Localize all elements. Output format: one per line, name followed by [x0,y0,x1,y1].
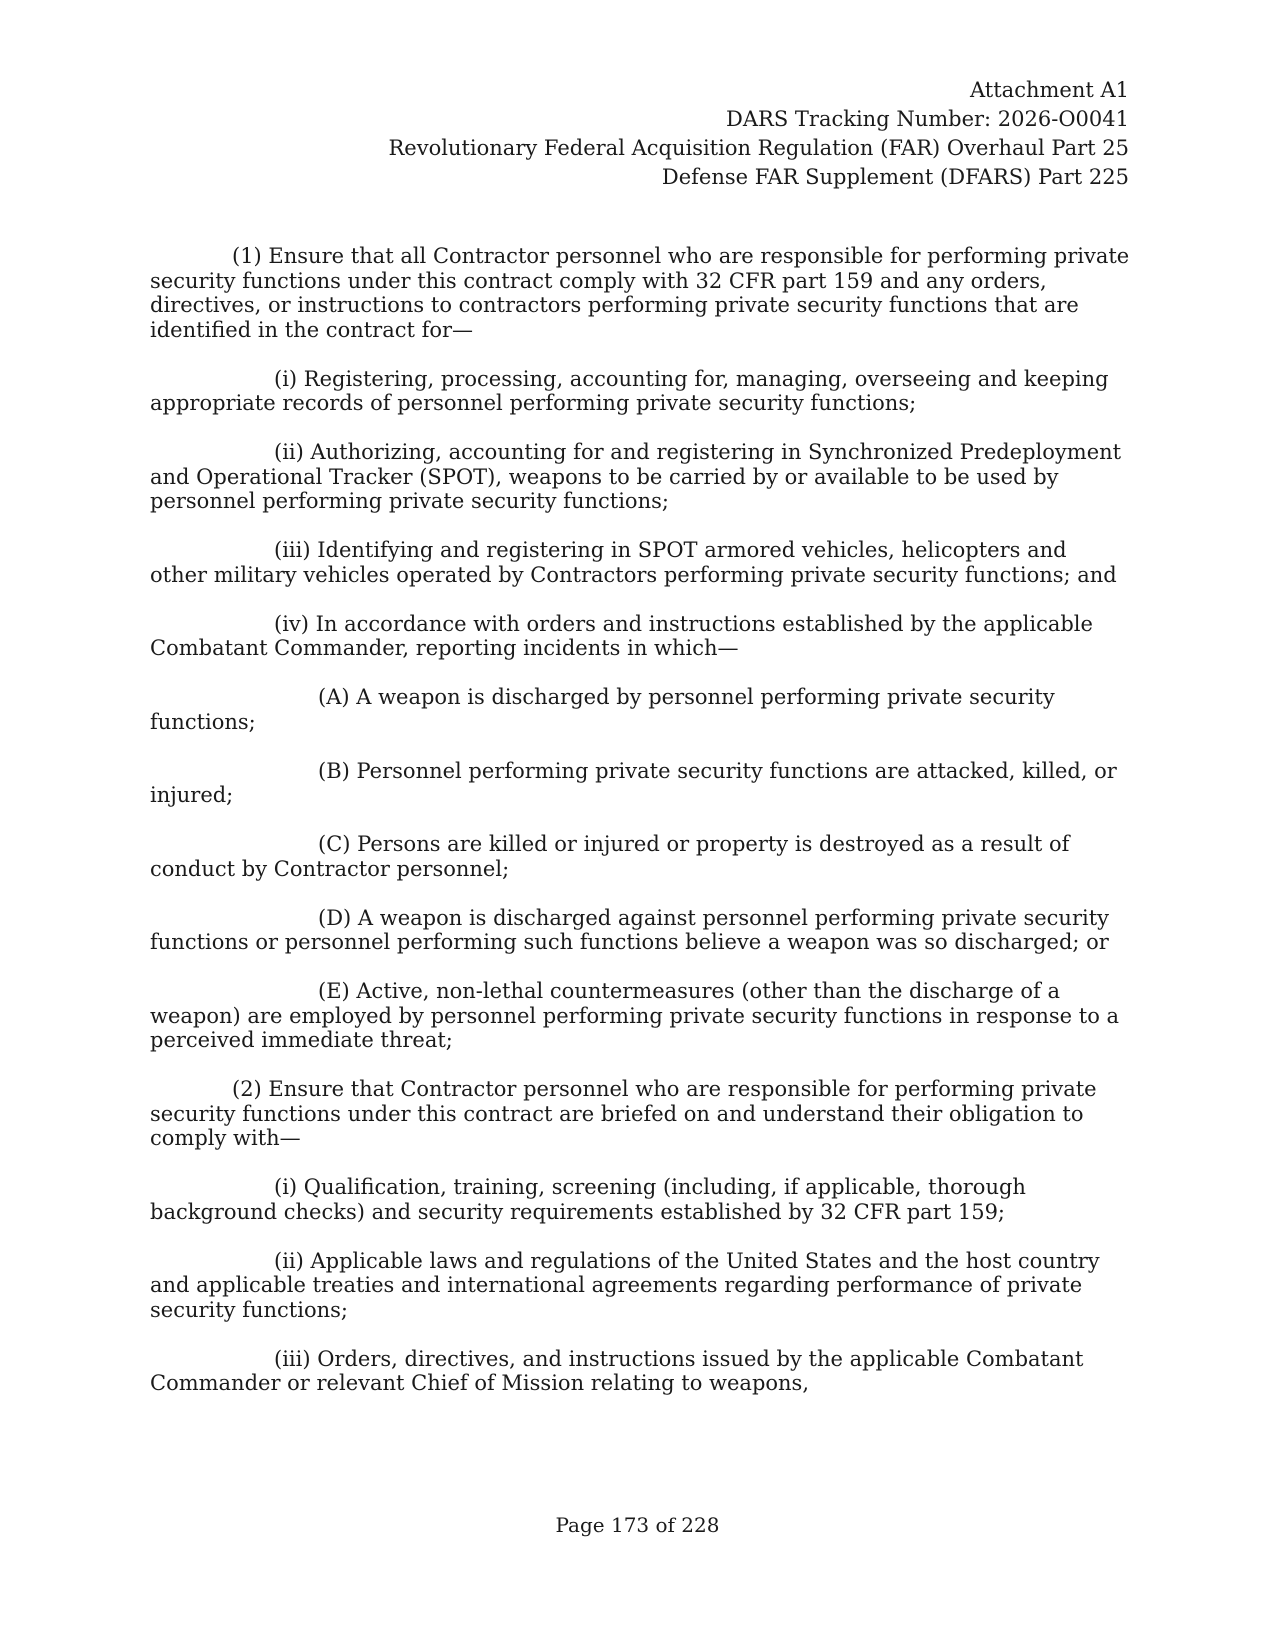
paragraph-1-iv-A: (A) A weapon is discharged by personnel performing private security functions; [150,685,1055,734]
paragraph-1-iv-E: (E) Active, non-lethal countermeasures (other than the discharge of a weapon) are employed by personnel performing private security functions in response to a perceived immediate threat; [150,979,1120,1052]
paragraph-1-iv-C: (C) Persons are killed or injured or property is destroyed as a result of conduct by Contractor personnel; [150,832,1070,881]
header-far-part: Revolutionary Federal Acquisition Regulation (FAR) Overhaul Part 25 [388,136,1129,160]
paragraph-2-i: (i) Qualification, training, screening (including, if applicable, thorough background checks) and security requirements established by 32 CFR part 159; [150,1175,1026,1224]
page-footer [0,1513,1275,1537]
header-tracking-number: DARS Tracking Number: 2026-O0041 [726,107,1129,131]
paragraph-1-iv-D: (D) A weapon is discharged against personnel performing private security functions or personnel performing such functions believe a weapon was so discharged; or [150,905,1110,954]
paragraph-1-iii: (iii) Identifying and registering in SPOT armored vehicles, helicopters and other military vehicles operated by Contractors performing private security functions; and [150,538,1117,587]
paragraph-1: (1) Ensure that all Contractor personnel who are responsible for performing private security functions under this contract comply with 32 CFR part 159 and any orders, directives, or instructions to contractors performing private security functions that are identified in the contract for— [150,244,1130,342]
header-attachment: Attachment A1 [970,78,1129,102]
paragraph-1-iv: (iv) In accordance with orders and instructions established by the applicable Combatant Commander, reporting incidents in which— [150,611,1093,660]
paragraph-2-iii: (iii) Orders, directives, and instructions issued by the applicable Combatant Commander or relevant Chief of Mission relating to weapons, [150,1346,1084,1395]
paragraph-1-iv-B: (B) Personnel performing private security functions are attacked, killed, or injured; [150,758,1117,807]
paragraph-1-ii: (ii) Authorizing, accounting for and registering in Synchronized Predeployment and Operational Tracker (SPOT), weapons to be carried by or available to be used by personnel performing private security functions; [150,440,1122,513]
paragraph-2-ii: (ii) Applicable laws and regulations of the United States and the host country and applicable treaties and international agreements regarding performance of private security functions; [150,1248,1100,1322]
paragraph-2: (2) Ensure that Contractor personnel who are responsible for performing private security functions under this contract are briefed on and understand their obligation to comply with— [150,1077,1097,1150]
document-body [150,244,1130,1396]
paragraph-1-i: (i) Registering, processing, accounting for, managing, overseeing and keeping appropriate records of personnel performing private security functions; [150,366,1109,415]
page-number: Page 173 of 228 [555,1513,720,1537]
page-header [389,76,1130,192]
header-dfars-part: Defense FAR Supplement (DFARS) Part 225 [661,165,1129,189]
